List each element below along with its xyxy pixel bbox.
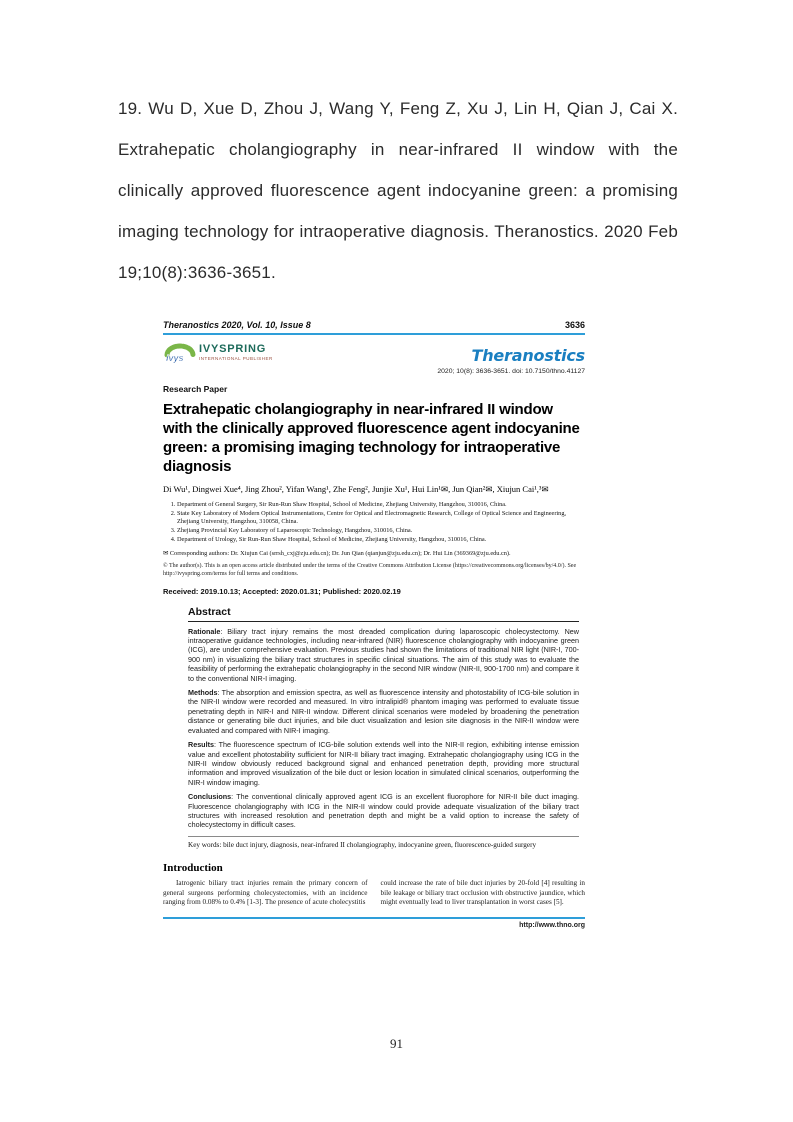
paragraph-label: Methods — [188, 688, 218, 698]
journal-reference: Theranostics 2020, Vol. 10, Issue 8 — [163, 320, 311, 330]
paragraph-label: Conclusions — [188, 792, 232, 802]
paragraph-text: : The conventional clinically approved agent ICG is an excellent fluorophore for NIR-II bile duct imaging. Fluorescence cholangiography with ICG in the NIR-II window could provide adequate visualization of the biliary tract structures with increased resolution and penetration depth and might be a valid option to increase the safety of cholecystectomy in difficult cases. — [188, 792, 579, 830]
document-page-number: 91 — [390, 1036, 403, 1051]
publisher-logo — [163, 340, 273, 369]
publisher-name: IVYSPRING — [199, 343, 267, 355]
ivyspring-wreath-icon — [163, 340, 197, 369]
abstract-paragraph-results — [188, 740, 579, 787]
introduction-column-right: could increase the rate of bile duct injuries by 20-fold [4] resulting in bile leakage or biliary tract occlusion with obstructive jaundice, which might eventually lead to liver transplantation in worst cases [5]. — [380, 878, 585, 907]
paragraph-label: Results — [188, 740, 214, 750]
affiliation-item: 4. Department of Urology, Sir Run-Run Shaw Hospital, School of Medicine, Zhejiang University, Hangzhou, 310016, China. — [177, 536, 585, 544]
paragraph-text: : The fluorescence spectrum of ICG-bile solution extends well into the NIR-II region, exhibiting intense emission value and excellent photostability sufficient for NIR-II biliary tract imaging. Extrahepatic cholangiography using ICG in the NIR-II window obviously reduced background signal and enhanced penetration depth, providing more structural information and improved visualization of the bile duct or lesion location in simulated clinical scenarios, outperforming the NIR-I window imaging. — [188, 740, 579, 787]
logo-row — [163, 340, 585, 375]
publisher-subtitle: INTERNATIONAL PUBLISHER — [199, 356, 273, 361]
received-dates: Received: 2019.10.13; Accepted: 2020.01.31; Published: 2020.02.19 — [163, 586, 401, 596]
introduction-column-left: Iatrogenic biliary tract injuries remain the primary concern of general surgeons performing cholecystectomies, with an incidence ranging from 0.08% to 0.4% [1-3]. The presence of acute cholecystitis — [163, 878, 368, 907]
abstract-paragraph-rationale — [188, 627, 579, 683]
affiliation-item: 2. State Key Laboratory of Modern Optical Instrumentations, Centre for Optical and Electromagnetic Research, College of Optical Science and Engineering, Zhejiang University, Hangzhou, 310058, China. — [177, 510, 585, 526]
keywords-line: Key words: bile duct injury, diagnosis, near-infrared II cholangiography, indocyanine green, fluorescence-guided surgery — [188, 840, 537, 849]
publisher-name-block — [199, 340, 273, 361]
introduction-columns — [163, 879, 585, 908]
journal-url: http://www.thno.org — [519, 922, 585, 930]
paragraph-text: : Biliary tract injury remains the most dreaded complication during laparoscopic cholecystectomy. New intraoperative guidance technologies, including near-infrared (NIR) fluorescence cholangiography with indocyanine green (ICG), are under comprehensive evaluation. Previous studies had shown the limitations of traditional NIR light (NIR-I, 700-900 nm) in visualizing the biliary tract structures in specific clinical situations. The aim of this study was to evaluate the feasibility of performing the extrahepatic cholangiography in the second NIR window (NIR-II, 900-1700 nm) and compare it to the conventional NIR-I imaging. — [188, 626, 579, 683]
article-running-header — [163, 320, 585, 335]
keywords-divider — [188, 836, 579, 837]
journal-logo-block — [437, 340, 585, 375]
abstract-paragraph-conclusions — [188, 792, 579, 830]
affiliation-item: 3. Zhejiang Provincial Key Laboratory of Laparoscopic Technology, Hangzhou, 310016, China. — [177, 527, 585, 535]
abstract-section — [188, 606, 579, 850]
copyright-notice: © The author(s). This is an open access article distributed under the terms of the Creative Commons Attribution License (https://creativecommons.org/licenses/by/4.0/). See http://ivyspring.com/terms for full terms and conditions. — [163, 563, 577, 578]
journal-page-number: 3636 — [564, 320, 585, 330]
abstract-paragraph-methods — [188, 688, 579, 735]
article-title: Extrahepatic cholangiography in near-infrared II window with the clinically approved fluorescence agent indocyanine green: a promising imaging technology for intraoperative diagnosis — [163, 401, 580, 475]
reference-citation: 19. Wu D, Xue D, Zhou J, Wang Y, Feng Z, Xu J, Lin H, Qian J, Cai X. Extrahepatic cholangiography in near-infrared II window with the clinically approved fluorescence agent indocyanine green: a promising imaging technology for intraoperative diagnosis. Theranostics. 2020 Feb 19;10(8):3636-3651. — [118, 99, 678, 282]
article-type-label: Research Paper — [163, 384, 228, 394]
svg-text:ivys: ivys — [166, 353, 184, 363]
footer-divider — [163, 917, 585, 919]
corresponding-authors: ✉ Corresponding authors: Dr. Xiujun Cai (srrsh_cxj@zju.edu.cn); Dr. Jun Qian (qianjun@zju.edu.cn); Dr. Hui Lin (369369@zju.edu.cn). — [163, 549, 511, 557]
paragraph-label: Rationale — [188, 626, 221, 636]
theranostics-logo: Theranostics — [471, 346, 585, 365]
abstract-heading: Abstract — [188, 606, 579, 622]
introduction-heading: Introduction — [163, 861, 223, 874]
paragraph-text: : The absorption and emission spectra, as well as fluorescence intensity and photostability of ICG-bile solution in the NIR-II window were recorded and measured. In vitro intralipid® phantom imaging was performed to evaluate tissue penetrating depth in NIR-I and NIR-II window. Different clinical scenarios were modeled by broadening the penetration distance or generating bile duct injuries, and bile duct visualization and lesion site diagnosis in the NIR-II window were evaluated and compared with NIR-I imaging. — [188, 688, 579, 735]
embedded-article-page — [163, 320, 585, 929]
authors-line: Di Wu¹, Dingwei Xue⁴, Jing Zhou², Yifan Wang¹, Zhe Feng², Junjie Xu¹, Hui Lin¹✉, Jun Qian²✉, Xiujun Cai¹,³✉ — [163, 484, 549, 494]
affiliations-list — [163, 501, 585, 544]
doi-line: 2020; 10(8): 3636-3651. doi: 10.7150/thno.41127 — [437, 368, 585, 375]
affiliation-item: 1. Department of General Surgery, Sir Run-Run Shaw Hospital, School of Medicine, Zhejiang University, Hangzhou, 310016, China. — [177, 501, 585, 509]
